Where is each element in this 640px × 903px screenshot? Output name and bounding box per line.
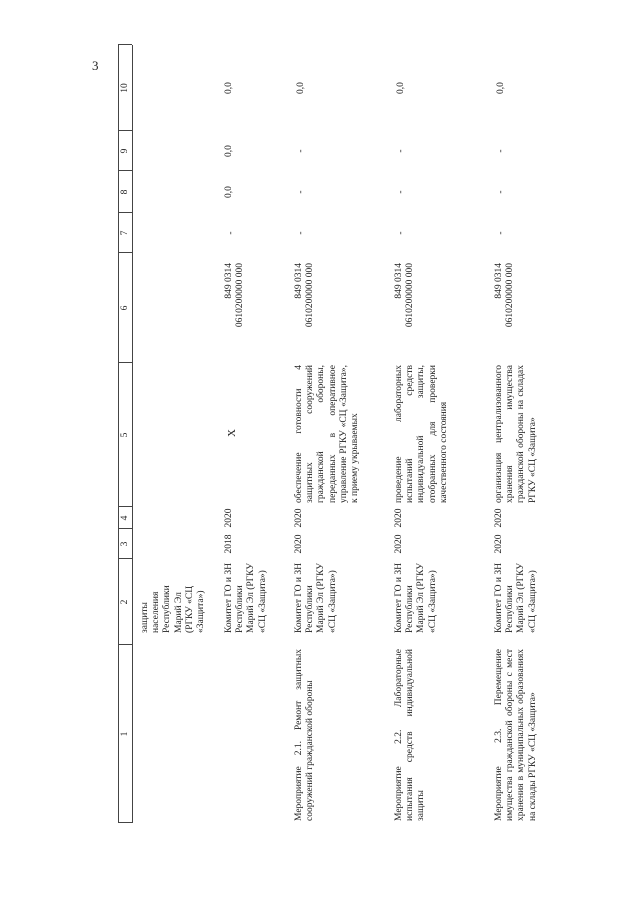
row2-result: обеспечение готовности 4 защитных сооружений гражданской обороны, переданных в оперативное управление РГКУ «СЦ «Защита», к приему укрываемых xyxy=(294,365,361,503)
row3-c7: - xyxy=(396,231,406,235)
row2-c7: - xyxy=(296,231,306,235)
row3-kbk: 849 0314 0610200000 000 xyxy=(394,263,416,328)
row4-result: организация централизованного хранения имущества гражданской обороны на складах РГКУ «СЦ «Защита» xyxy=(494,365,538,503)
row4-executor: Комитет ГО и ЗН Республики Марий Эл (РГКУ «СЦ «Защита») xyxy=(494,562,538,633)
row4-c7: - xyxy=(496,231,506,235)
row4-end-year: 2020 xyxy=(494,508,504,528)
row2-start-year: 2020 xyxy=(294,534,304,554)
header-col-1: 1 xyxy=(120,731,130,737)
row4-measure: Мероприятие 2.3. Перемещение имущества гражданской обороны с мест хранения в муниципальных образованиях на склады РГКУ «СЦ «Защита» xyxy=(494,649,538,821)
row1-c8: 0,0 xyxy=(224,186,234,198)
row3-result: проведение лабораторных испытаний средств индивидуальной защиты, отобранных для проверки качественного состояния xyxy=(394,365,449,503)
row2-measure: Мероприятие 2.1. Ремонт защитных сооружений гражданской обороны xyxy=(294,649,316,821)
row3-c9: - xyxy=(396,149,406,153)
header-col-2: 2 xyxy=(120,599,130,605)
header-col-9: 9 xyxy=(120,148,130,154)
row1-executor: Комитет ГО и ЗН Республики Марий Эл (РГКУ «СЦ «Защита») xyxy=(224,562,268,633)
row3-start-year: 2020 xyxy=(394,534,404,554)
row2-c10: 0,0 xyxy=(296,82,306,94)
row1-c9: 0,0 xyxy=(224,145,234,157)
row0-executor: защиты населения Республики Марий Эл (РГКУ «СЦ «Защита») xyxy=(140,585,207,633)
page-number: 3 xyxy=(92,58,99,73)
header-col-10: 10 xyxy=(120,83,130,93)
row4-kbk: 849 0314 0610200000 000 xyxy=(494,263,516,328)
table-top-border xyxy=(118,45,119,823)
header-col-5: 5 xyxy=(120,432,130,438)
row4-c10: 0,0 xyxy=(496,82,506,94)
row4-c8: - xyxy=(496,190,506,194)
row2-c9: - xyxy=(296,149,306,153)
row1-kbk: 849 0314 0610200000 000 xyxy=(224,263,246,328)
row1-c7: - xyxy=(226,231,236,235)
row1-result: Х xyxy=(226,429,238,437)
row1-start-year: 2018 xyxy=(224,534,234,554)
row2-c8: - xyxy=(296,190,306,194)
header-col-4: 4 xyxy=(120,515,130,521)
row2-executor: Комитет ГО и ЗН Республики Марий Эл (РГКУ «СЦ «Защита») xyxy=(294,562,338,633)
row3-measure: Мероприятие 2.2. Лабораторные испытания средств индивидуальной защиты xyxy=(394,649,427,821)
row1-c10: 0,0 xyxy=(224,82,234,94)
header-col-7: 7 xyxy=(120,230,130,236)
row4-c9: - xyxy=(496,149,506,153)
row2-end-year: 2020 xyxy=(294,508,304,528)
header-col-3: 3 xyxy=(120,541,130,547)
header-col-6: 6 xyxy=(120,305,130,311)
row4-start-year: 2020 xyxy=(494,534,504,554)
row3-c10: 0,0 xyxy=(396,82,406,94)
header-col-8: 8 xyxy=(120,189,130,195)
row3-c8: - xyxy=(396,190,406,194)
row2-kbk: 849 0314 0610200000 000 xyxy=(294,263,316,328)
row3-executor: Комитет ГО и ЗН Республики Марий Эл (РГКУ «СЦ «Защита») xyxy=(394,562,438,633)
row3-end-year: 2020 xyxy=(394,508,404,528)
header-bottom-border xyxy=(132,45,133,823)
row1-end-year: 2020 xyxy=(224,508,234,528)
